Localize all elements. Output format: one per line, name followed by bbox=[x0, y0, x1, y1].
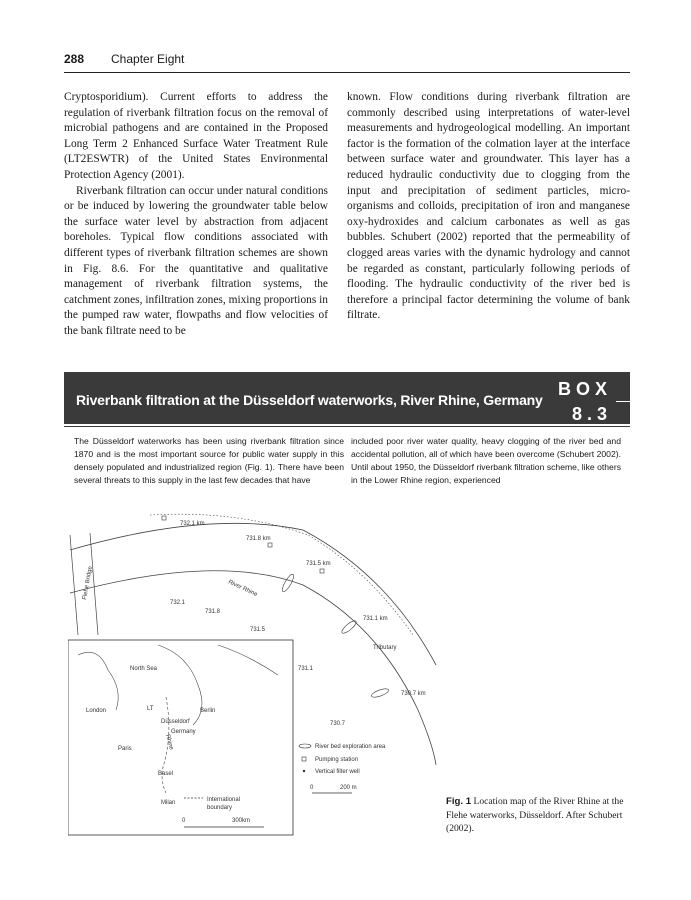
inset-label: Düsseldorf bbox=[161, 719, 190, 725]
box-title: Riverbank filtration at the Düsseldorf waterworks, River Rhine, Germany bbox=[76, 392, 543, 408]
bridge-line-a bbox=[70, 535, 78, 635]
exploration-area bbox=[340, 619, 358, 635]
paragraph: known. Flow conditions during riverbank filtration are commonly described using interpretations of water-level measurements and hydrogeological modelling. An important factor is the formation of the colmation layer at the interface between surface water and groundwater. This layer has a reduced hydraulic conductivity due to clogging from the input and precipitation of sediment particles, micro-organisms and colloids, precipitation of iron and manganese oxy-hydroxides and calcium carbonates as well as gas bubbles. Schubert (2002) reported that the permeability of clogged areas varies with the dynamic hydrology and cannot be regarded as constant, particularly following periods of flooding. The hydraulic conductivity of the river bed is therefore a principal factor determining the volume of bank filtrate. bbox=[347, 91, 630, 322]
box-column-right: included poor river water quality, heavy clogging of the river bed and accidental pollution, all of which have been overcome (Schubert 2002). Until about 1950, the Düsseldorf riverbank filtration scheme, like others in the Lower Rhine region, experienced bbox=[351, 436, 621, 485]
body-column-right bbox=[347, 90, 630, 324]
km-mark: 730.7 km bbox=[401, 691, 426, 697]
location-map-figure bbox=[68, 505, 438, 840]
paragraph: Cryptosporidium). Current efforts to address the regulation of riverbank filtration focus on the removal of microbial pathogens and are contained in the Proposed Long Term 2 Enhanced Surface Water Treatment Rule (LT2ESWTR) of the United States Environmental Protection Agency (2001). bbox=[64, 91, 328, 181]
inset-label: Berlin bbox=[200, 708, 216, 714]
inset-map-frame bbox=[68, 640, 293, 835]
page-number: 288 bbox=[64, 52, 85, 66]
km-tick: 730.7 bbox=[330, 721, 346, 727]
paragraph: Riverbank filtration can occur under natural conditions or be induced by lowering the groundwater table below the surface water level by abstraction from adjacent boreholes. Typical flow conditions associated with different types of riverbank filtration schemes are shown in Fig. 8.6. For the quantitative and qualitative management of riverbank filtration systems, the catchment zones, infiltration zones, mixing proportions in the pumped raw water, flowpaths and flow velocities of the bank filtrate need to be bbox=[64, 184, 328, 337]
running-head bbox=[64, 52, 630, 73]
scale-text: 0 bbox=[310, 785, 314, 791]
chapter-title: Chapter Eight bbox=[111, 52, 185, 66]
legend-text: boundary bbox=[207, 805, 233, 811]
exploration-area bbox=[371, 687, 390, 699]
scale-text: 200 m bbox=[340, 785, 357, 791]
caption-label: Fig. 1 bbox=[446, 796, 472, 807]
tributary-label: Tributary bbox=[373, 645, 397, 651]
legend-exploration-symbol bbox=[299, 744, 311, 748]
legend-well-symbol bbox=[303, 770, 305, 772]
km-mark: 732.1 km bbox=[180, 521, 205, 527]
flehe-bridge-label: Flehe Bridge bbox=[82, 565, 94, 601]
inset-label: LT bbox=[147, 706, 154, 712]
km-mark: 731.1 km bbox=[363, 616, 388, 622]
scale-text: 300km bbox=[232, 818, 251, 824]
legend-text: Vertical filter well bbox=[315, 769, 360, 775]
pumping-station bbox=[268, 543, 272, 547]
legend-text: International bbox=[207, 797, 241, 803]
inset-label: Rhine bbox=[164, 733, 174, 751]
box-column-left: The Düsseldorf waterworks has been using riverbank filtration since 1870 and is the most important source for public water supply in this densely populated and industrialized region (Fig. 1). There have been several threats to this supply in the last few decades that have bbox=[74, 436, 344, 485]
exploration-area bbox=[280, 573, 295, 593]
body-column-left bbox=[64, 90, 328, 340]
scale-text: 0 bbox=[182, 818, 186, 824]
inset-label: Milan bbox=[161, 800, 176, 806]
km-mark: 731.8 km bbox=[246, 536, 271, 542]
legend-text: River bed exploration area bbox=[315, 744, 386, 750]
figure-caption bbox=[446, 795, 626, 836]
box-header bbox=[64, 372, 630, 424]
km-tick: 731.1 bbox=[298, 666, 314, 672]
km-tick: 732.1 bbox=[170, 600, 186, 606]
inset-label: Basel bbox=[158, 771, 174, 777]
pumping-station bbox=[162, 516, 166, 520]
box-label-number: 8.3 bbox=[571, 404, 612, 424]
caption-text: Location map of the River Rhine at the Flehe waterworks, Düsseldorf. After Schubert (2002). bbox=[446, 796, 624, 835]
km-tick: 731.8 bbox=[205, 609, 221, 615]
pumping-station bbox=[320, 569, 324, 573]
legend-pumping-symbol bbox=[302, 757, 306, 761]
river-rhine-label: River Rhine bbox=[227, 579, 259, 599]
box-label-word: BOX bbox=[557, 379, 612, 399]
bridge-line-b bbox=[90, 533, 98, 635]
inset-label: London bbox=[86, 708, 107, 714]
box-divider bbox=[64, 426, 630, 427]
legend-text: Pumping station bbox=[315, 757, 359, 763]
inset-label: Paris bbox=[118, 746, 132, 752]
box-number bbox=[548, 378, 612, 425]
km-tick: 731.5 bbox=[250, 627, 266, 633]
box-label-divider bbox=[616, 401, 680, 402]
location-map bbox=[68, 505, 438, 840]
inset-label: Germany bbox=[171, 729, 196, 735]
inset-label: North Sea bbox=[130, 666, 158, 672]
km-mark: 731.5 km bbox=[306, 561, 331, 567]
